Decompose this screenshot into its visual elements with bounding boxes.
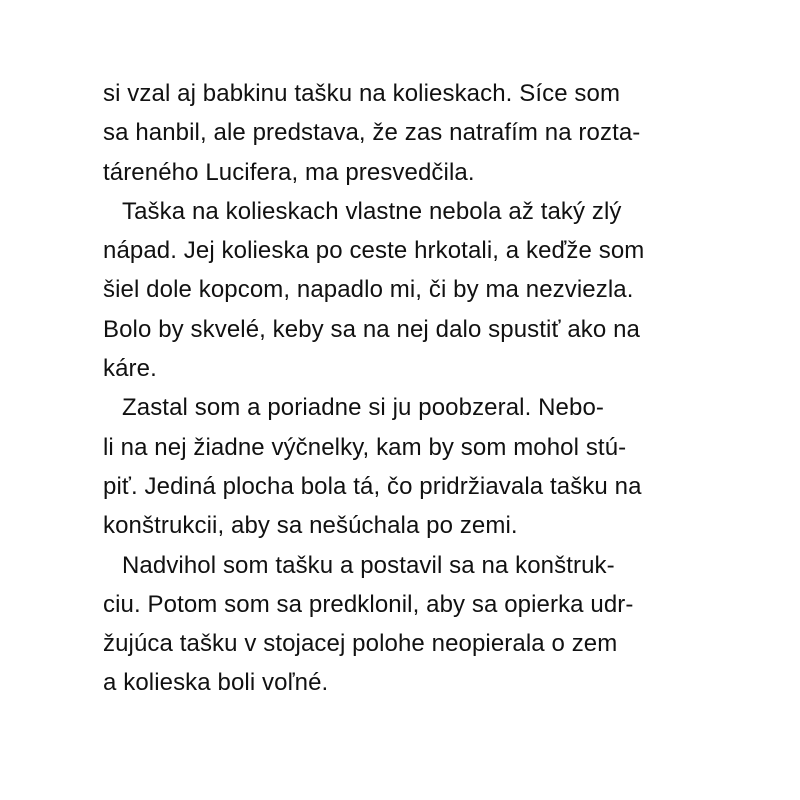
text-line: šiel dole kopcom, napadlo mi, či by ma nezviezla. — [103, 276, 634, 304]
text-line: sa hanbil, ale predstava, že zas natrafím na rozta- — [103, 119, 641, 147]
paragraph-2 — [103, 192, 743, 388]
text-line: Taška na kolieskach vlastne nebola až taký zlý — [122, 197, 622, 225]
paragraph-3 — [103, 388, 743, 545]
text-line: Zastal som a poriadne si ju poobzeral. Nebo- — [122, 394, 604, 422]
text-line: Nadvihol som tašku a postavil sa na konštruk- — [122, 551, 615, 579]
text-line: konštrukcii, aby sa nešúchala po zemi. — [103, 512, 518, 540]
text-line: nápad. Jej kolieska po ceste hrkotali, a keďže som — [103, 237, 645, 265]
paragraph-1 — [103, 74, 743, 192]
text-line: a kolieska boli voľné. — [103, 669, 329, 697]
text-line: žujúca tašku v stojacej polohe neopierala o zem — [103, 630, 618, 658]
text-line: káre. — [103, 355, 157, 383]
text-line: si vzal aj babkinu tašku na kolieskach. Síce som — [103, 80, 621, 107]
text-line: ciu. Potom som sa predklonil, aby sa opierka udr- — [103, 590, 634, 618]
text-line: Bolo by skvelé, keby sa na nej dalo spustiť ako na — [103, 315, 640, 343]
text-line: táreného Lucifera, ma presvedčila. — [103, 158, 475, 186]
paragraph-4 — [103, 546, 743, 703]
text-line: li na nej žiadne výčnelky, kam by som mohol stú- — [103, 433, 627, 461]
body-text — [103, 74, 743, 703]
text-line: piť. Jediná plocha bola tá, čo pridržiavala tašku na — [103, 472, 642, 500]
